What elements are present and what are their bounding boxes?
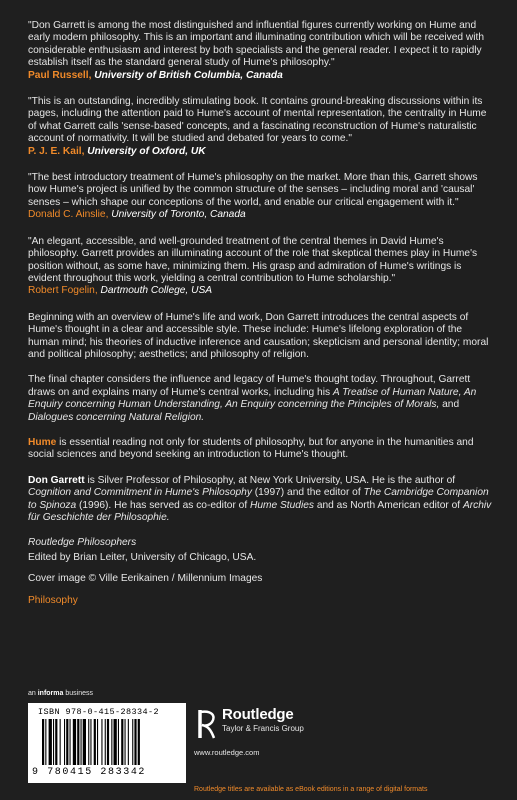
cover-credit: Cover image © Ville Eerikainen / Millennium Images bbox=[28, 573, 263, 585]
barcode-bars bbox=[38, 719, 178, 767]
review-attribution: Paul Russell, University of British Columbia, Canada bbox=[28, 69, 283, 81]
publisher-logo bbox=[196, 706, 336, 746]
ebook-note: Routledge titles are available as eBook editions in a range of digital formats bbox=[194, 786, 428, 793]
cover-text bbox=[28, 20, 496, 607]
publisher-group: Taylor & Francis Group bbox=[222, 724, 304, 733]
series-name: Routledge Philosophers bbox=[28, 537, 137, 549]
barcode-digits: 9 780415 283342 bbox=[32, 767, 147, 778]
review-attribution: P. J. E. Kail, University of Oxford, UK bbox=[28, 145, 206, 157]
review-quote bbox=[28, 172, 496, 222]
review-text: "Don Garrett is among the most distinguished and influential figures currently working on Hume and early modern philosophy. This is an important and illuminating contribution which will be received with considerable enthusiasm and interest by both specialists and the general reader. I expect it to rapidly establish itself as the standard general study of Hume's philosophy." bbox=[28, 20, 485, 69]
review-quote bbox=[28, 20, 496, 82]
author-bio: Don Garrett is Silver Professor of Philosophy, at New York University, USA. He is the author of Cognition and Commitment in Hume's Philosophy (1997) and the editor of The Cambridge Companion to Spinoza (1996). He has served as co-editor of Hume Studies and as North American editor of Archiv für Geschichte der Philosophie. bbox=[28, 474, 492, 523]
isbn-label: ISBN 978-0-415-28334-2 bbox=[38, 707, 160, 717]
review-text: "The best introductory treatment of Hume's philosophy on the market. More than this, Garrett shows how Hume's project is unified by the common structure of the senses – including moral and 'causal' senses – which shape our conceptions of the world, and enable our critical engagement with it." bbox=[28, 172, 478, 208]
book-title: Hume bbox=[28, 436, 57, 448]
isbn-barcode bbox=[28, 703, 186, 783]
review-attribution: Donald C. Ainslie, University of Toronto, Canada bbox=[28, 209, 246, 221]
description-paragraph: Hume is essential reading not only for students of philosophy, but for anyone in the humanities and social sciences and beyond seeking an introduction to Hume's thought. bbox=[28, 436, 474, 461]
informa-business-line: an informa business bbox=[28, 690, 93, 697]
review-quote bbox=[28, 236, 496, 298]
publisher-name: Routledge bbox=[222, 706, 294, 723]
publisher-url: www.routledge.com bbox=[194, 748, 260, 757]
spacer bbox=[28, 564, 496, 573]
review-quote bbox=[28, 96, 496, 158]
subject-category: Philosophy bbox=[28, 594, 78, 606]
review-text: "This is an outstanding, incredibly stimulating book. It contains ground-breaking discussions within its pages, including the attention paid to Hume's account of mental representation, the centrality in Hume of what Garrett calls 'sense-based' concepts, and a fascinating reconstruction of Hume's naturalistic account of normativity. It will be studied and debated for years to come." bbox=[28, 96, 487, 145]
author-name: Don Garrett bbox=[28, 474, 85, 486]
routledge-logo-icon bbox=[196, 708, 218, 740]
description-paragraph: Beginning with an overview of Hume's life and work, Don Garrett introduces the central aspects of Hume's thought in a clear and accessible style. These include: Hume's lifelong exploration of the human mind; his theories of inductive inference and causation; skepticism and personal identity; moral and political philosophy; aesthetics; and philosophy of religion. bbox=[28, 311, 489, 360]
series-editor: Edited by Brian Leiter, University of Chicago, USA. bbox=[28, 551, 257, 563]
description-paragraph: The final chapter considers the influence and legacy of Hume's thought today. Throughout, Garrett draws on and explains many of Hume's central works, including his A Treatise of Human Nature, An Enquiry concerning Human Understanding, An Enquiry concerning the Principles of Morals, and Dialogues concerning Natural Religion. bbox=[28, 374, 477, 423]
review-attribution: Robert Fogelin, Dartmouth College, USA bbox=[28, 285, 213, 297]
review-text: "An elegant, accessible, and well-grounded treatment of the central themes in David Hume's philosophy. Garrett provides an illuminating account of the role that skeptical themes play in Hume's position without, as some have, minimizing them. His grasp and admiration of Hume's writings is evident throughout this work, yielding a central contribution to Hume scholarship." bbox=[28, 235, 478, 284]
